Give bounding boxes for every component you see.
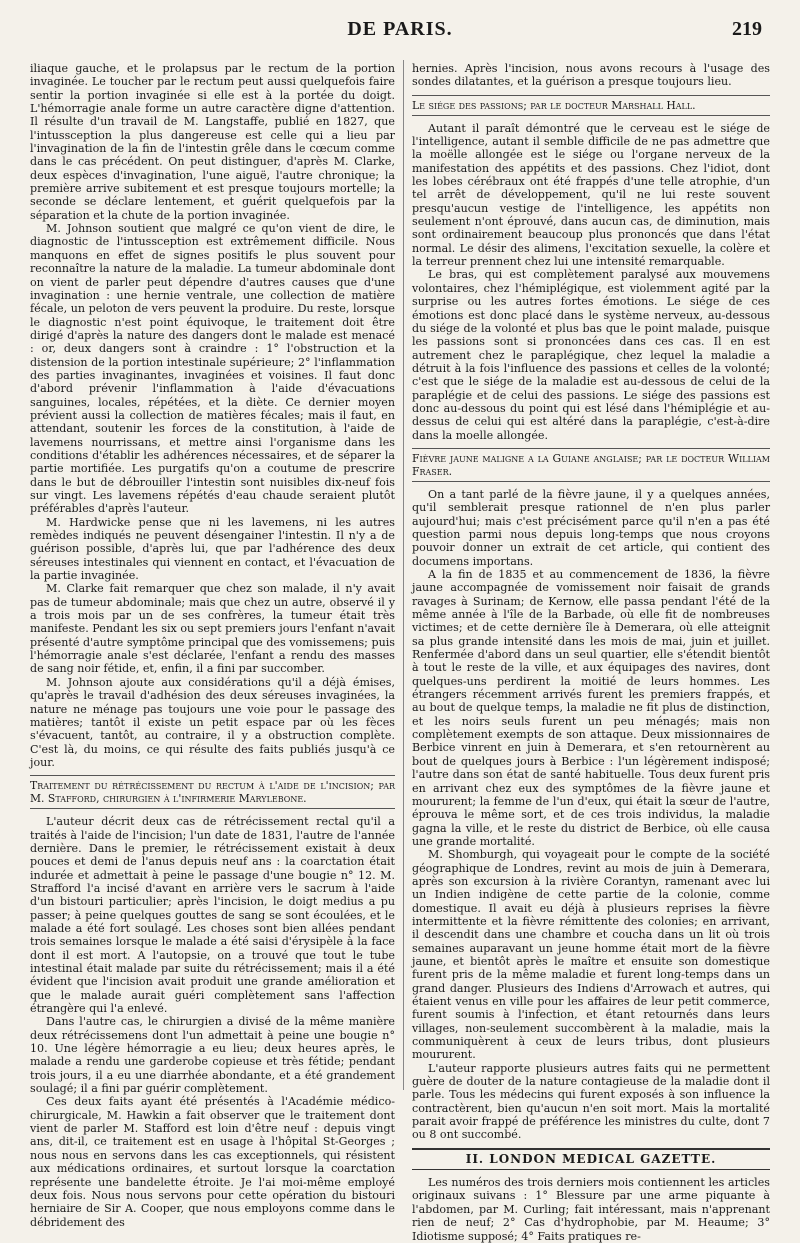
paragraph: L'auteur rapporte plusieurs autres faits qui ne permettent guère de douter de la nature contagieuse de la maladie dont il parle. Tous les médecins qui furent exposés à son influence la contractèrent, bien qu'aucun n'en soit mort. Mais la mortalité parait avoir frappé de préférence les ministres du culte, dont 7 ou 8 ont succombé. bbox=[412, 1061, 770, 1142]
column-divider bbox=[403, 60, 404, 1090]
section-title: II. LONDON MEDICAL GAZETTE. bbox=[412, 1148, 770, 1170]
paragraph: hernies. Après l'incision, nous avons recours à l'usage des sondes dilatantes, et la guérison a presque toujours lieu. bbox=[412, 62, 770, 89]
paragraph: iliaque gauche, et le prolapsus par le rectum de la portion invaginée. Le toucher par le rectum peut aussi quelquefois faire sentir la portion invaginée si elle est à la portée du doigt. L'hémorragie anale forme un autre caractère digne d'attention. Il résulte d'un travail de M. Langstaffe, publié en 1827, que l'intussception la plus dangereuse est celle qui a lieu par l'invagination de la fin de l'intestin grêle dans le cœcum comme dans le cas précédent. On peut distinguer, d'après M. Clarke, deux espèces d'invagination, l'une aiguë, l'autre chronique; la première arrive subitement et est presque toujours mortelle; la seconde se déclare lentement, et guérit quelquefois par la séparation et la chute de la portion invaginée. bbox=[30, 62, 395, 222]
paragraph: On a tant parlé de la fièvre jaune, il y a quelques années, qu'il semblerait presque rationnel de n'en plus parler aujourd'hui; mais c'est précisément parce qu'il n'en a pas été question parmi nous depuis long-temps que nous croyons pouvoir donner un extrait de cet article, qui contient des documens importans. bbox=[412, 487, 770, 568]
paragraph: M. Clarke fait remarquer que chez son malade, il n'y avait pas de tumeur abdominale; mais que chez un autre, observé il y a trois mois par un de ses confrères, la tumeur était très manifeste. Pendant les six ou sept premiers jours l'enfant n'avait présenté d'autre symptôme principal que des vomissemens; puis l'hémorragie anale s'est déclarée, l'enfant a rendu des masses de sang noir fétide, et, enfin, il a fini par succomber. bbox=[30, 582, 395, 676]
paragraph: A la fin de 1835 et au commencement de 1836, la fièvre jaune accompagnée de vomissement noir faisait de grands ravages à Surinam; de Kernow, elle passa pendant l'été de la même année à l'île de la Barbade, où elle fit de nombreuses victimes; et de cette dernière île à Demerara, où elle atteignit sa plus grande intensité dans les mois de mai, juin et juillet. Renfermée d'abord dans un seul quartier, elle s'étendit bientôt à tout le reste de la ville, et aux équipages des navires, dont quelques-uns perdirent la moitié de leurs hommes. Les étrangers récemment arrivés furent les premiers frappés, et au bout de quelque temps, la maladie ne fit plus de distinction, et les noirs seuls furent un peu ménagés; mais non complètement exempts de son attaque. Deux missionnaires de Berbice vinrent en juin à Demerara, et s'en retournèrent au bout de quelques jours à Berbice : l'un légèrement indisposé; l'autre dans son état de santé habituelle. Tous deux furent pris en arrivant chez eux des symptômes de la fièvre jaune et moururent; la femme de l'un d'eux, qui était la sœur de l'autre, éprouva le même sort, et de ces trois individus, la maladie gagna la ville, et le reste du district de Berbice, où elle causa une grande mortalité. bbox=[412, 568, 770, 848]
paragraph: L'auteur décrit deux cas de rétrécissement rectal qu'il a traités à l'aide de l'incision; l'un date de 1831, l'autre de l'année dernière. Dans le premier, le rétrécissement existait à deux pouces et demi de l'anus depuis neuf ans : la coarctation était indurée et admettait à peine le passage d'une bougie n° 12. M. Strafford l'a incisé d'avant en arrière vers le sacrum à l'aide d'un bistouri particulier; après l'incision, le doigt medius a pu passer; à peine quelques gouttes de sang se sont écoulées, et le malade a été fort soulagé. Les choses sont bien allées pendant trois semaines lorsque le malade a été saisi d'érysipèle à la face dont il est mort. A l'autopsie, on a trouvé que tout le tube intestinal était malade par suite du rétrécissement; mais il a été évident que l'incision avait produit une grande amélioration et que le malade aurait guéri complètement sans l'affection étrangère qui l'a enlevé. bbox=[30, 815, 395, 1016]
page-header bbox=[0, 0, 800, 58]
paragraph: Dans l'autre cas, le chirurgien a divisé de la même manière deux rétrécissemens dont l'un admettait à peine une bougie n° 10. Une légère hémorragie a eu lieu; deux heures après, le malade a rendu une garderobe copieuse et très fétide; pendant trois jours, il a eu une diarrhée abondante, et a été grandement soulagé; il a fini par guérir complètement. bbox=[30, 1015, 395, 1096]
paragraph: Autant il paraît démontré que le cerveau est le siége de l'intelligence, autant il semble difficile de ne pas admettre que la moëlle allongée est le siége ou l'organe nerveux de la manifestation des appétits et des passions. Chez l'idiot, dont les lobes cérébraux ont été frappés d'une telle atrophie, d'un tel arrêt de développement, qu'il ne lui reste souvent presqu'aucun vestige de l'intelligence, les appétits non seulement n'ont éprouvé, dans aucun cas, de diminution, mais sont ordinairement beaucoup plus prononcés que dans l'état normal. Le désir des alimens, l'excitation sexuelle, la colère et la terreur prennent chez lui une intensité remarquable. bbox=[412, 121, 770, 269]
article-heading: Fièvre jaune maligne a la Guiane anglaise; par le docteur William Fraser. bbox=[412, 448, 770, 482]
left-column bbox=[30, 62, 395, 1229]
paragraph: M. Johnson ajoute aux considérations qu'il a déjà émises, qu'après le travail d'adhésion des deux séreuses invaginées, la nature ne ménage pas toujours une voie pour le passage des matières; tantôt il existe un petit espace par où les fèces s'évacuent, tantôt, au contraire, il y a obstruction complète. C'est là, du moins, ce qui résulte des faits publiés jusqu'à ce jour. bbox=[30, 675, 395, 769]
running-title: DE PARIS. bbox=[347, 18, 453, 40]
paragraph: Ces deux faits ayant été présentés à l'Académie médico-chirurgicale, M. Hawkin a fait observer que le traitement dont vient de parler M. Stafford est loin d'être neuf : depuis vingt ans, dit-il, ce traitement est en usage à l'hôpital St-Georges ; nous nous en servons dans les cas exceptionnels, qui résistent aux médications ordinaires, et surtout lorsque la coarctation représente une bandelette étroite. Je l'ai moi-même employé deux fois. Nous nous servons pour cette opération du bistouri herniaire de Sir A. Cooper, que nous employons comme dans le débridement des bbox=[30, 1095, 395, 1229]
page-number: 219 bbox=[732, 18, 762, 40]
paragraph: M. Hardwicke pense que ni les lavemens, ni les autres remèdes indiqués ne peuvent désengainer l'intestin. Il n'y a de guérison possible, d'après lui, que par l'adhérence des deux séreuses intestinales qui viennent en contact, et l'évacuation de la partie invaginée. bbox=[30, 515, 395, 583]
right-column bbox=[412, 62, 770, 1243]
paragraph: Le bras, qui est complètement paralysé aux mouvemens volontaires, chez l'hémiplégique, est violemment agité par la surprise ou les autres fortes émotions. Le siége de ces émotions est donc placé dans le système nerveux, au-dessous du siége de la volonté et plus bas que le point malade, puisque les passions sont si prononcées dans ces cas. Il en est autrement chez le paraplégique, chez lequel la maladie a détruit à la fois l'influence des passions et celles de la volonté; c'est que le siége de la maladie est au-dessous de celui de la paraplégie et de celui des passions. Le siége des passions est donc au-dessous du point qui est lésé dans l'hémiplégie et au-dessus de celui qui est altéré dans la paraplégie, c'est-à-dire dans la moelle allongée. bbox=[412, 268, 770, 442]
article-heading: Traitement du rétrécissement du rectum à l'aide de l'incision; par M. Stafford, chirurgien à l'infirmerie Marylebone. bbox=[30, 775, 395, 809]
paragraph: M. Johnson soutient que malgré ce qu'on vient de dire, le diagnostic de l'intussception est extrêmement difficile. Nous manquons en effet de signes positifs le plus souvent pour reconnaître la nature de la maladie. La tumeur abdominale dont on vient de parler peut dépendre d'autres causes que d'une invagination : une hernie ventrale, une collection de matière fécale, un peloton de vers peuvent la produire. Du reste, lorsque le diagnostic n'est point équivoque, le traitement doit être dirigé d'après la nature des dangers dont le malade est menacé : or, deux dangers sont à craindre : 1° l'obstruction et la distension de la portion intestinale supérieure; 2° l'inflammation des parties invaginantes, invaginées et voisines. Il faut donc d'abord prévenir l'inflammation à l'aide d'évacuations sanguines, locales, répétées, et la diète. Ce dernier moyen prévient aussi la collection de matières fécales; mais il faut, en attendant, soutenir les forces de la constitution, à l'aide de lavemens nourrissans, et mettre ainsi l'organisme dans les conditions d'établir les adhérences nécessaires, et de séparer la partie mortifiée. Les purgatifs qu'on a coutume de prescrire dans le but de débrouiller l'intestin sont nuisibles dix-neuf fois sur vingt. Les lavemens répétés d'eau chaude seraient plutôt préférables d'après l'auteur. bbox=[30, 222, 395, 516]
paragraph: Les numéros des trois derniers mois contiennent les articles originaux suivans : 1° Blessure par une arme piquante à l'abdomen, par M. Curling; fait intéressant, mais n'apprenant rien de neuf; 2° Cas d'hydrophobie, par M. Heaume; 3° Idiotisme supposé; 4° Faits pratiques re- bbox=[412, 1176, 770, 1243]
article-heading: Le siége des passions; par le docteur Marshall Hall. bbox=[412, 95, 770, 116]
paragraph: M. Shomburgh, qui voyageait pour le compte de la société géographique de Londres, revint au mois de juin à Demerara, après son excursion à la rivière Corantyn, ramenant avec lui un Indien indigène de cette partie de la colonie, comme domestique. Il avait eu déjà à plusieurs reprises la fièvre intermittente et la fièvre rémittente des colonies; en arrivant, il descendit dans une chambre et coucha dans un lit où trois semaines auparavant un jeune homme était mort de la fièvre jaune, et bientôt après le maître et ensuite son domestique furent pris de la même maladie et furent long-temps dans un grand danger. Plusieurs des Indiens d'Arrowach et autres, qui étaient venus en ville pour les affaires de leur petit commerce, furent soumis à l'infection, et étant retournés dans leurs villages, non-seulement succombèrent à la maladie, mais la communiquèrent à ceux de leurs tribus, dont plusieurs moururent. bbox=[412, 848, 770, 1062]
